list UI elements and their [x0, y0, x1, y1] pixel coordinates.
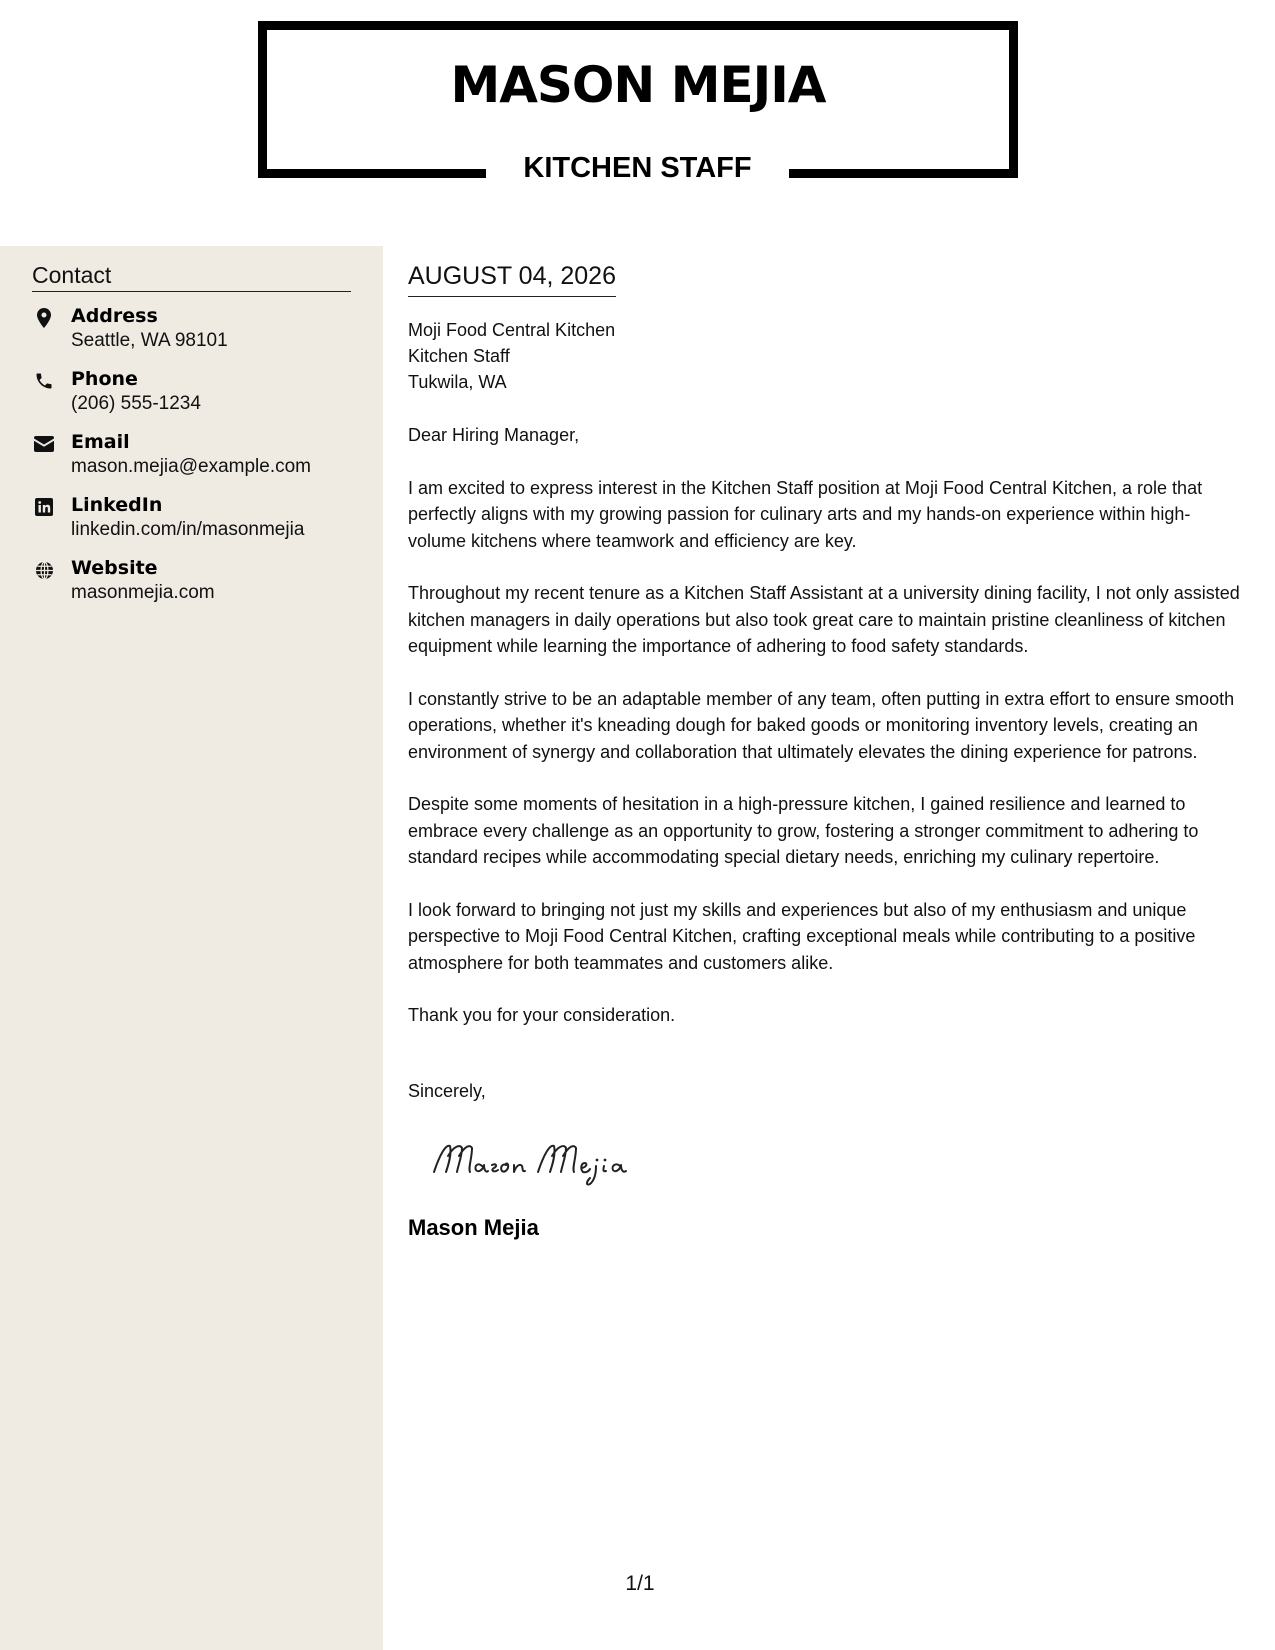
linkedin-value: linkedin.com/in/masonmejia — [71, 519, 305, 540]
linkedin-icon — [32, 496, 56, 518]
contact-label: Phone — [71, 368, 138, 390]
page-number: 1/1 — [625, 1572, 655, 1595]
signature — [430, 1132, 650, 1188]
envelope-icon — [32, 433, 56, 455]
header-frame-bottom-left — [258, 169, 486, 178]
letter-body — [408, 262, 1240, 1241]
paragraph: Despite some moments of hesitation in a high-pressure kitchen, I gained resilience and learned to embrace every challenge as an opportunity to grow, fostering a stronger commitment to adhering to standard recipes while accommodating special dietary needs, enriching my culinary repertoire. — [408, 794, 1199, 867]
map-pin-icon — [32, 307, 56, 329]
paragraph: Throughout my recent tenure as a Kitchen Staff Assistant at a university dining facility, I not only assisted kitchen managers in daily operations but also took great care to maintain pristine cleanliness of kitchen equipment while learning the importance of adhering to food safety standards. — [408, 583, 1240, 656]
recipient-block — [408, 317, 1240, 395]
contact-heading: Contact — [32, 262, 351, 292]
salutation: Dear Hiring Manager, — [408, 425, 580, 445]
header-frame-bottom-right — [789, 169, 1018, 178]
phone-value: (206) 555-1234 — [71, 393, 201, 414]
paragraph: I constantly strive to be an adaptable member of any team, often putting in extra effort to ensure smooth operations, whether it's kneading dough for baked goods or monitoring inventory levels, creating an environment of synergy and collaboration that ultimately elevates the dining experience for patrons. — [408, 688, 1235, 762]
signer-name: Mason Mejia — [408, 1214, 539, 1240]
recipient-position: Kitchen Staff — [408, 346, 510, 366]
phone-icon — [32, 370, 56, 392]
recipient-location: Tukwila, WA — [408, 372, 507, 392]
contact-label: Email — [71, 431, 130, 453]
paragraph: I am excited to express interest in the Kitchen Staff position at Moji Food Central Kitchen, a role that perfectly aligns with my growing passion for culinary arts and my hands-on experience within high-volume kitchens where teamwork and efficiency are key. — [408, 477, 1203, 551]
closing: Sincerely, — [408, 1080, 486, 1101]
email-value: mason.mejia@example.com — [71, 456, 311, 477]
contact-label: Website — [71, 557, 158, 579]
globe-icon — [32, 559, 56, 581]
job-title: KITCHEN STAFF — [523, 152, 752, 184]
letter-date: AUGUST 04, 2026 — [408, 262, 616, 297]
website-value: masonmejia.com — [71, 582, 215, 603]
contact-label: LinkedIn — [71, 494, 163, 516]
recipient-company: Moji Food Central Kitchen — [408, 320, 616, 340]
paragraph: I look forward to bringing not just my skills and experiences but also of my enthusiasm and unique perspective to Moji Food Central Kitchen, crafting exceptional meals while contributing to a positive atmosphere for both teammates and customers alike. — [408, 899, 1196, 973]
address-value: Seattle, WA 98101 — [71, 330, 228, 351]
contact-label: Address — [71, 305, 158, 327]
letter-content — [408, 422, 1240, 1029]
paragraph: Thank you for your consideration. — [408, 1005, 676, 1025]
applicant-name: MASON MEJIA — [450, 56, 826, 114]
